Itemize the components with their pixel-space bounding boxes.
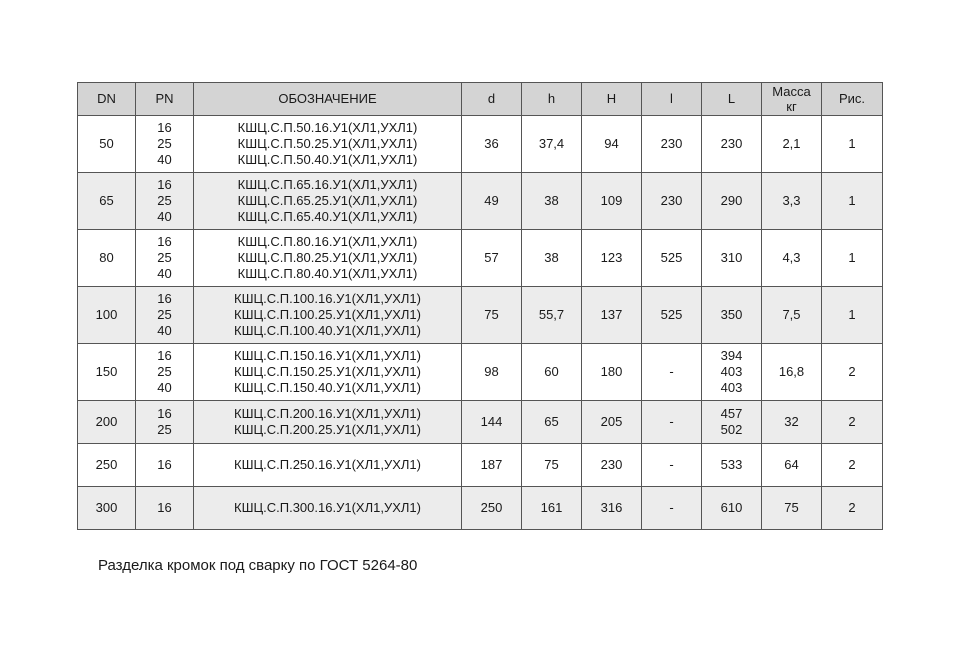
cell-l: -: [642, 444, 702, 487]
cell-h: 55,7: [522, 287, 582, 344]
cell-mass: 2,1: [762, 116, 822, 173]
cell-L-line: 457: [720, 406, 743, 421]
header-L: L: [702, 83, 762, 116]
cell-l: 525: [642, 287, 702, 344]
cell-mass: 7,5: [762, 287, 822, 344]
cell-l: 230: [642, 173, 702, 230]
footnote: Разделка кромок под сварку по ГОСТ 5264-80: [98, 557, 418, 574]
cell-pn-line: 25: [157, 193, 172, 208]
cell-pn-line: 40: [157, 380, 172, 395]
cell-pn-line: 25: [157, 364, 172, 379]
cell-H: 230: [582, 444, 642, 487]
cell-designation-line: КШЦ.С.П.250.16.У1(ХЛ1,УХЛ1): [234, 457, 421, 472]
cell-designation-line: КШЦ.С.П.50.40.У1(ХЛ1,УХЛ1): [237, 152, 418, 167]
cell-L: [702, 230, 762, 287]
cell-designation: [194, 487, 462, 530]
table-row: [78, 116, 883, 173]
cell-d: 250: [462, 487, 522, 530]
cell-l: -: [642, 401, 702, 444]
cell-designation: [194, 344, 462, 401]
cell-dn: 100: [78, 287, 136, 344]
cell-pn: [136, 230, 194, 287]
header-row: [78, 83, 883, 116]
cell-designation: [194, 287, 462, 344]
cell-fig: 2: [822, 344, 883, 401]
cell-dn: 80: [78, 230, 136, 287]
cell-L-line: 403: [720, 364, 743, 379]
cell-L-line: 350: [720, 307, 743, 322]
cell-dn: 300: [78, 487, 136, 530]
cell-H: 205: [582, 401, 642, 444]
header-l: l: [642, 83, 702, 116]
cell-pn-line: 25: [157, 250, 172, 265]
cell-mass: 4,3: [762, 230, 822, 287]
cell-pn: [136, 173, 194, 230]
cell-designation-line: КШЦ.С.П.50.25.У1(ХЛ1,УХЛ1): [237, 136, 418, 151]
cell-designation-line: КШЦ.С.П.50.16.У1(ХЛ1,УХЛ1): [237, 120, 418, 135]
cell-pn: [136, 401, 194, 444]
cell-pn-line: 16: [157, 177, 172, 192]
cell-pn-line: 25: [157, 136, 172, 151]
cell-pn-line: 16: [157, 500, 172, 515]
cell-pn-line: 25: [157, 422, 172, 437]
cell-L: [702, 444, 762, 487]
cell-designation: [194, 444, 462, 487]
cell-designation-line: КШЦ.С.П.100.16.У1(ХЛ1,УХЛ1): [234, 291, 421, 306]
cell-fig: 2: [822, 401, 883, 444]
cell-H: 137: [582, 287, 642, 344]
cell-dn: 200: [78, 401, 136, 444]
cell-fig: 1: [822, 173, 883, 230]
cell-H: 94: [582, 116, 642, 173]
cell-mass: 32: [762, 401, 822, 444]
cell-fig: 2: [822, 487, 883, 530]
cell-L-line: 403: [720, 380, 743, 395]
cell-l: 525: [642, 230, 702, 287]
cell-pn: [136, 116, 194, 173]
cell-L: [702, 344, 762, 401]
cell-h: 38: [522, 173, 582, 230]
cell-mass: 16,8: [762, 344, 822, 401]
table-row: [78, 344, 883, 401]
table-row: [78, 444, 883, 487]
cell-designation: [194, 401, 462, 444]
header-mass-unit: кг: [786, 99, 797, 114]
spec-table-body: [78, 116, 883, 530]
cell-pn-line: 40: [157, 266, 172, 281]
table-row: [78, 230, 883, 287]
cell-designation-line: КШЦ.С.П.100.25.У1(ХЛ1,УХЛ1): [234, 307, 421, 322]
cell-designation-line: КШЦ.С.П.150.40.У1(ХЛ1,УХЛ1): [234, 380, 421, 395]
cell-fig: 1: [822, 116, 883, 173]
cell-h: 37,4: [522, 116, 582, 173]
cell-L: [702, 287, 762, 344]
cell-d: 36: [462, 116, 522, 173]
cell-h: 75: [522, 444, 582, 487]
cell-pn-line: 40: [157, 323, 172, 338]
cell-pn: [136, 287, 194, 344]
cell-dn: 65: [78, 173, 136, 230]
cell-H: 180: [582, 344, 642, 401]
cell-L: [702, 487, 762, 530]
cell-designation-line: КШЦ.С.П.300.16.У1(ХЛ1,УХЛ1): [234, 500, 421, 515]
cell-designation-line: КШЦ.С.П.200.16.У1(ХЛ1,УХЛ1): [234, 406, 421, 421]
cell-d: 75: [462, 287, 522, 344]
header-fig: Рис.: [822, 83, 883, 116]
header-mass: [762, 83, 822, 116]
cell-h: 65: [522, 401, 582, 444]
cell-designation-line: КШЦ.С.П.80.16.У1(ХЛ1,УХЛ1): [237, 234, 418, 249]
cell-pn-line: 16: [157, 234, 172, 249]
table-row: [78, 487, 883, 530]
cell-designation-line: КШЦ.С.П.65.16.У1(ХЛ1,УХЛ1): [237, 177, 418, 192]
table-row: [78, 287, 883, 344]
cell-pn-line: 40: [157, 209, 172, 224]
cell-d: 144: [462, 401, 522, 444]
cell-fig: 1: [822, 287, 883, 344]
cell-pn-line: 16: [157, 457, 172, 472]
cell-designation-line: КШЦ.С.П.150.25.У1(ХЛ1,УХЛ1): [234, 364, 421, 379]
cell-designation-line: КШЦ.С.П.80.40.У1(ХЛ1,УХЛ1): [237, 266, 418, 281]
cell-pn-line: 40: [157, 152, 172, 167]
cell-designation-line: КШЦ.С.П.150.16.У1(ХЛ1,УХЛ1): [234, 348, 421, 363]
cell-H: 109: [582, 173, 642, 230]
header-dn: DN: [78, 83, 136, 116]
cell-d: 98: [462, 344, 522, 401]
cell-pn-line: 25: [157, 307, 172, 322]
cell-h: 161: [522, 487, 582, 530]
cell-dn: 50: [78, 116, 136, 173]
cell-L: [702, 173, 762, 230]
cell-h: 60: [522, 344, 582, 401]
cell-designation: [194, 116, 462, 173]
cell-mass: 3,3: [762, 173, 822, 230]
cell-L-line: 533: [720, 457, 743, 472]
cell-d: 57: [462, 230, 522, 287]
cell-L-line: 394: [720, 348, 743, 363]
header-H: H: [582, 83, 642, 116]
cell-l: -: [642, 487, 702, 530]
cell-pn: [136, 487, 194, 530]
cell-pn-line: 16: [157, 348, 172, 363]
cell-designation-line: КШЦ.С.П.65.40.У1(ХЛ1,УХЛ1): [237, 209, 418, 224]
cell-mass: 75: [762, 487, 822, 530]
cell-L-line: 230: [720, 136, 743, 151]
cell-L-line: 310: [720, 250, 743, 265]
cell-H: 316: [582, 487, 642, 530]
cell-dn: 250: [78, 444, 136, 487]
cell-designation-line: КШЦ.С.П.100.40.У1(ХЛ1,УХЛ1): [234, 323, 421, 338]
cell-dn: 150: [78, 344, 136, 401]
table-row: [78, 173, 883, 230]
cell-L-line: 290: [720, 193, 743, 208]
cell-designation-line: КШЦ.С.П.80.25.У1(ХЛ1,УХЛ1): [237, 250, 418, 265]
header-pn: PN: [136, 83, 194, 116]
cell-l: -: [642, 344, 702, 401]
cell-d: 49: [462, 173, 522, 230]
cell-H: 123: [582, 230, 642, 287]
spec-table: [77, 82, 883, 530]
header-d: d: [462, 83, 522, 116]
table-row: [78, 401, 883, 444]
header-designation: ОБОЗНАЧЕНИЕ: [194, 83, 462, 116]
cell-designation-line: КШЦ.С.П.200.25.У1(ХЛ1,УХЛ1): [234, 422, 421, 437]
cell-d: 187: [462, 444, 522, 487]
cell-mass: 64: [762, 444, 822, 487]
cell-fig: 1: [822, 230, 883, 287]
cell-pn: [136, 444, 194, 487]
cell-L: [702, 401, 762, 444]
cell-pn-line: 16: [157, 291, 172, 306]
cell-designation: [194, 173, 462, 230]
cell-pn-line: 16: [157, 120, 172, 135]
cell-fig: 2: [822, 444, 883, 487]
cell-pn: [136, 344, 194, 401]
cell-L-line: 610: [720, 500, 743, 515]
cell-L: [702, 116, 762, 173]
header-mass-label: Масса: [772, 84, 811, 99]
cell-h: 38: [522, 230, 582, 287]
cell-pn-line: 16: [157, 406, 172, 421]
header-h: h: [522, 83, 582, 116]
cell-L-line: 502: [720, 422, 743, 437]
cell-designation: [194, 230, 462, 287]
cell-designation-line: КШЦ.С.П.65.25.У1(ХЛ1,УХЛ1): [237, 193, 418, 208]
cell-l: 230: [642, 116, 702, 173]
